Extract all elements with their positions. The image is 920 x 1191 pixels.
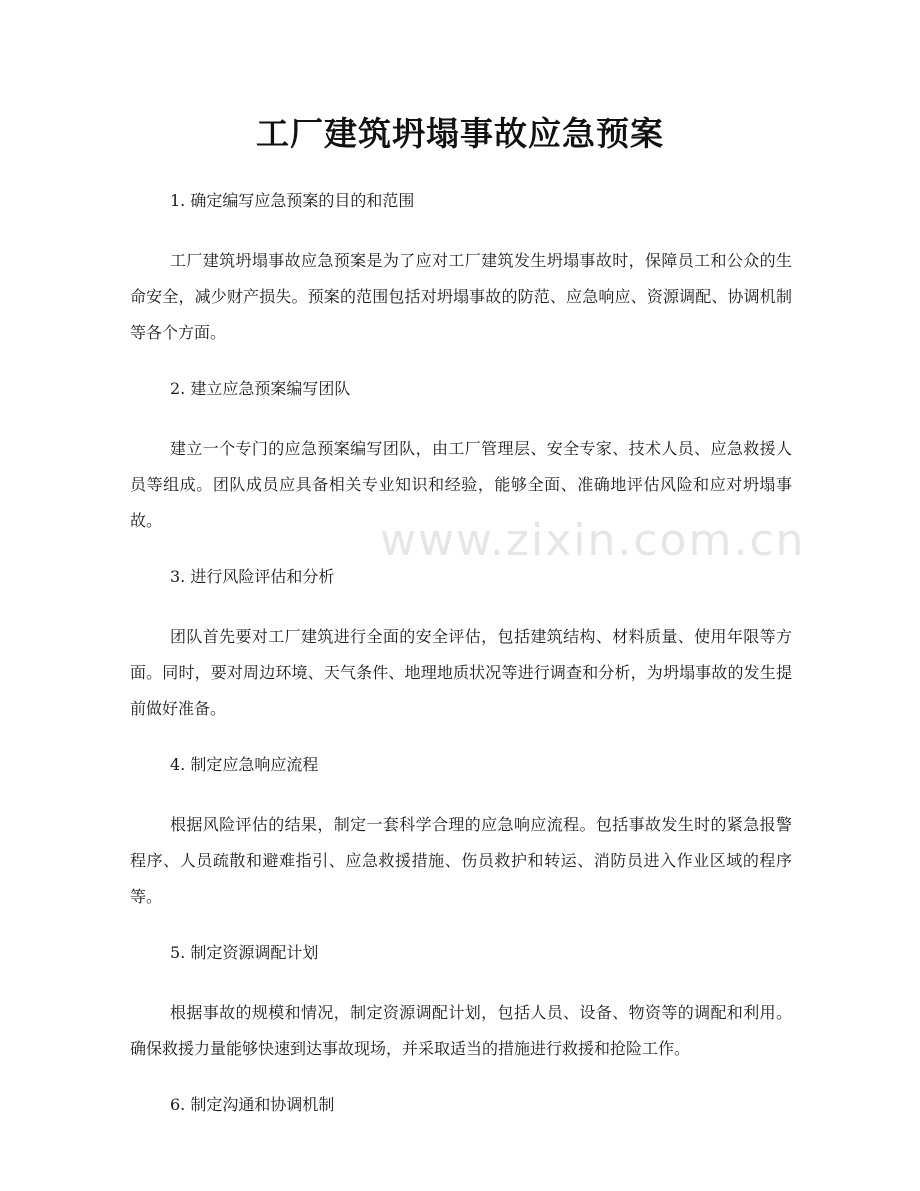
section-heading-5: 5. 制定资源调配计划: [170, 943, 319, 962]
document-title: 工厂建筑坍塌事故应急预案: [256, 114, 664, 153]
watermark: www.zixin.com.cn: [380, 515, 806, 566]
section-paragraph-5: 根据事故的规模和情况，制定资源调配计划，包括人员、设备、物资等的调配和利用。确保救援力量能够快速到达事故现场，并采取适当的措施进行救援和抢险工作。: [130, 1003, 792, 1058]
section-heading-4: 4. 制定应急响应流程: [170, 755, 319, 774]
section-heading-3: 3. 进行风险评估和分析: [170, 567, 335, 586]
section-paragraph-3: 团队首先要对工厂建筑进行全面的安全评估，包括建筑结构、材料质量、使用年限等方面。同时，要对周边环境、天气条件、地理地质状况等进行调查和分析，为坍塌事故的发生提前做好准备。: [130, 627, 792, 718]
section-heading-6: 6. 制定沟通和协调机制: [170, 1095, 335, 1114]
section-paragraph-1: 工厂建筑坍塌事故应急预案是为了应对工厂建筑发生坍塌事故时，保障员工和公众的生命安全，减少财产损失。预案的范围包括对坍塌事故的防范、应急响应、资源调配、协调机制等各个方面。: [130, 251, 792, 342]
section-heading-2: 2. 建立应急预案编写团队: [170, 379, 351, 398]
section-paragraph-4: 根据风险评估的结果，制定一套科学合理的应急响应流程。包括事故发生时的紧急报警程序、人员疏散和避难指引、应急救援措施、伤员救护和转运、消防员进入作业区域的程序等。: [130, 815, 792, 906]
section-paragraph-2: 建立一个专门的应急预案编写团队，由工厂管理层、安全专家、技术人员、应急救援人员等组成。团队成员应具备相关专业知识和经验，能够全面、准确地评估风险和应对坍塌事故。: [130, 439, 792, 530]
section-heading-1: 1. 确定编写应急预案的目的和范围: [170, 191, 415, 210]
document-body: [130, 186, 792, 1147]
